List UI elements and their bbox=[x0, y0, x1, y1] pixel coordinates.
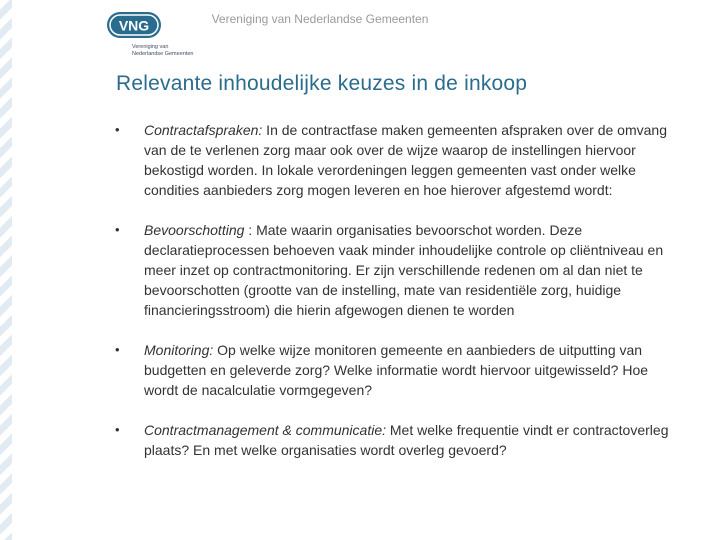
bullet-dot: • bbox=[115, 122, 120, 137]
bullet-item-monitoring bbox=[115, 340, 680, 400]
bullet-item-contractmanagement bbox=[115, 420, 680, 460]
bullet-text: Op welke wijze monitoren gemeente en aanbieders de uitputting van budgetten en geleverde zorg? Welke informatie wordt hiervoor uitgewisseld? Hoe wordt de nacalculatie vormgegeven? bbox=[144, 342, 649, 398]
vng-logo-wordmark: VNG bbox=[118, 17, 150, 34]
bullet-list bbox=[115, 120, 680, 480]
bullet-dot: • bbox=[115, 342, 120, 357]
bullet-item-bevoorschotting bbox=[115, 220, 680, 320]
decorative-side-band bbox=[0, 0, 12, 540]
bullet-term: Bevoorschotting bbox=[144, 222, 245, 238]
header-organization-name: Vereniging van Nederlandse Gemeenten bbox=[211, 12, 429, 26]
slide-title: Relevante inhoudelijke keuzes in de inkoop bbox=[116, 72, 528, 95]
bullet-term: Contractmanagement & communicatie: bbox=[144, 422, 386, 438]
vng-logo-tagline: Vereniging van Nederlandse Gemeenten bbox=[132, 44, 194, 57]
bullet-text: Met welke frequentie vindt er contractoverleg plaats? En met welke organisaties wordt overleg gevoerd? bbox=[144, 422, 669, 458]
bullet-term: Contractafspraken: bbox=[144, 122, 263, 138]
bullet-text: In de contractfase maken gemeenten afspraken over de omvang van de te verlenen zorg maar ook over de wijze waarop de instellingen hiervoor bekostigd worden. In lokale verordeningen leggen gemeenten vast onder welke condities aanbieders zorg mogen leveren en hoe hierover afgestemd wordt: bbox=[144, 122, 667, 198]
bullet-item-contractafspraken bbox=[115, 120, 680, 200]
bullet-dot: • bbox=[115, 222, 120, 237]
vng-logo-badge-icon bbox=[106, 10, 162, 40]
bullet-dot: • bbox=[115, 422, 120, 437]
bullet-term: Monitoring: bbox=[144, 342, 214, 358]
vng-logo bbox=[106, 10, 198, 58]
bullet-text: : Mate waarin organisaties bevoorschot worden. Deze declaratieprocessen behoeven vaak minder inhoudelijke controle op cliëntniveau en meer inzet op contractmonitoring. Er zijn verschillende redenen om al dan niet te bevoorschotten (grootte van de instelling, mate van residentiële zorg, huidige financieringsstroom) die hierin afgewogen dienen te worden bbox=[144, 222, 664, 318]
